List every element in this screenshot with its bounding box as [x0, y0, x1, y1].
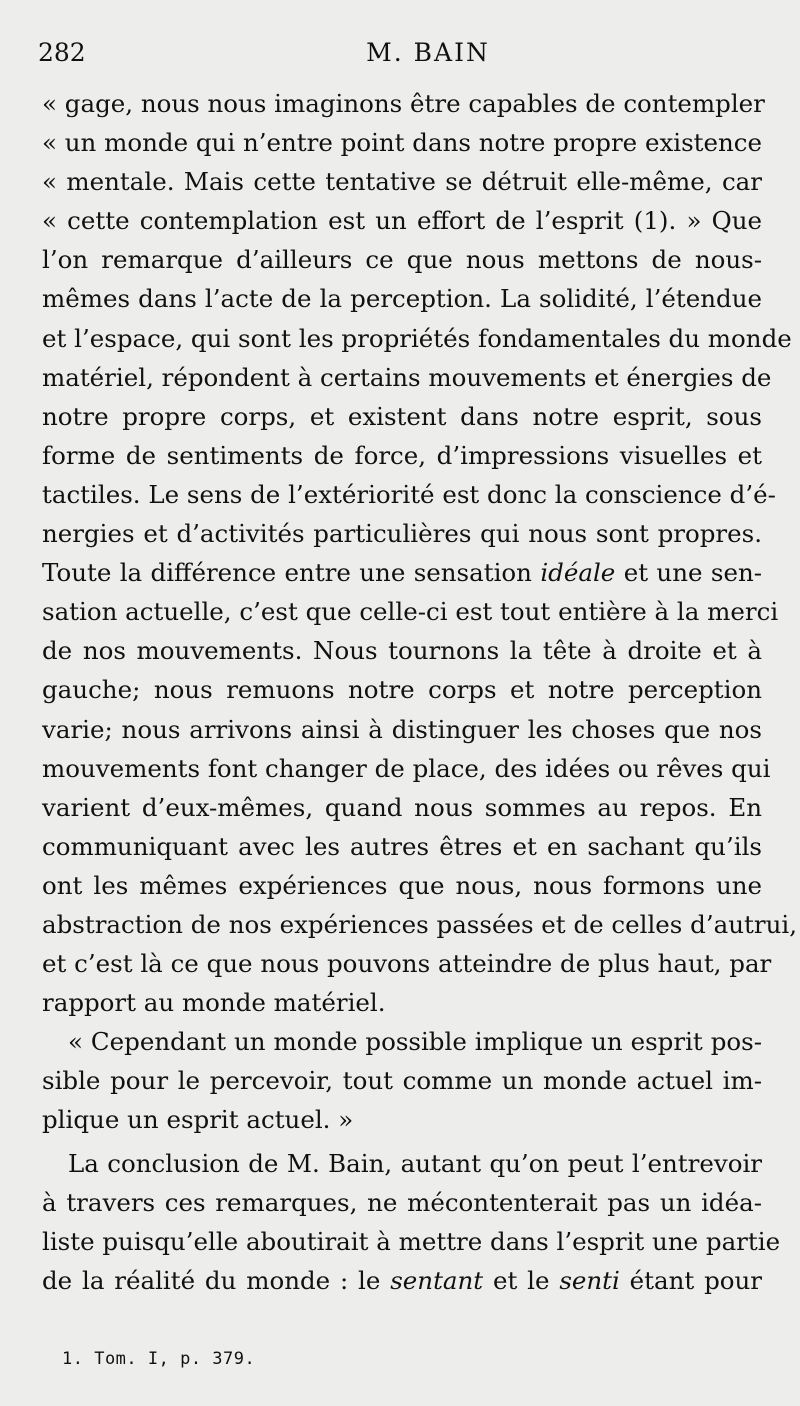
text-line: mouvements font changer de place, des idées ou rêves qui — [42, 753, 771, 783]
italic-word: sentant — [390, 1265, 484, 1295]
text-line: et l’espace, qui sont les propriétés fondamentales du monde — [42, 323, 792, 353]
text-line: « un monde qui n’entre point dans notre propre existence — [42, 128, 763, 158]
text-line: forme de sentiments de force, d’impressions visuelles et — [42, 440, 762, 470]
text-line: plique un esprit actuel. » — [42, 1105, 354, 1135]
text-line: mêmes dans l’acte de la perception. La solidité, l’étendue — [42, 284, 762, 314]
page-number: 282 — [38, 38, 86, 67]
text-line: « Cependant un monde possible implique un esprit pos- — [68, 1027, 762, 1057]
running-head: M. BAIN — [366, 38, 490, 67]
text-segment: étant pour — [619, 1265, 763, 1295]
text-segment: et une sen- — [615, 558, 762, 588]
page-header — [38, 38, 762, 70]
text-line: sible pour le percevoir, tout comme un monde actuel im- — [42, 1066, 762, 1096]
text-line: ont les mêmes expériences que nous, nous formons une — [42, 870, 762, 900]
text-segment: et le — [483, 1265, 560, 1295]
text-line: de nos mouvements. Nous tournons la tête à droite et à — [42, 636, 762, 666]
text-line: abstraction de nos expériences passées et de celles d’autrui, — [42, 909, 797, 939]
text-line: matériel, répondent à certains mouvements et énergies de — [42, 362, 772, 392]
text-line: communiquant avec les autres êtres et en sachant qu’ils — [42, 831, 762, 861]
text-line: sation actuelle, c’est que celle-ci est tout entière à la merci — [42, 597, 779, 627]
italic-word: idéale — [540, 558, 616, 588]
text-line: gauche; nous remuons notre corps et notre perception — [42, 675, 762, 705]
text-line: notre propre corps, et existent dans notre esprit, sous — [42, 401, 762, 431]
text-line: à travers ces remarques, ne mécontenterait pas un idéa- — [42, 1187, 762, 1217]
text-line: l’on remarque d’ailleurs ce que nous mettons de nous- — [42, 245, 762, 275]
text-line: nergies et d’activités particulières qui nous sont propres. — [42, 519, 762, 549]
text-line: rapport au monde matériel. — [42, 988, 386, 1018]
text-line-with-italic — [42, 1261, 762, 1300]
text-line: La conclusion de M. Bain, autant qu’on peut l’entrevoir — [68, 1148, 762, 1178]
text-line: varie; nous arrivons ainsi à distinguer les choses que nos — [42, 714, 762, 744]
text-line: « gage, nous nous imaginons être capables de contempler — [42, 89, 765, 118]
text-line: varient d’eux-mêmes, quand nous sommes au repos. En — [42, 792, 762, 822]
text-line: « mentale. Mais cette tentative se détruit elle-même, car — [42, 167, 762, 197]
text-line: tactiles. Le sens de l’extériorité est donc la conscience d’é- — [42, 479, 776, 509]
text-segment: Toute la différence entre une sensation — [42, 558, 541, 588]
text-line: et c’est là ce que nous pouvons atteindre de plus haut, par — [42, 949, 772, 979]
body-text — [42, 84, 797, 1300]
italic-word: senti — [559, 1265, 620, 1295]
text-line-with-italic — [42, 553, 762, 592]
text-line: liste puisqu’elle aboutirait à mettre dans l’esprit une partie — [42, 1226, 781, 1256]
text-line: « cette contemplation est un effort de l’esprit (1). » Que — [42, 206, 762, 236]
footnote: 1. Tom. I, p. 379. — [62, 1349, 256, 1369]
text-segment: de la réalité du monde : le — [42, 1265, 391, 1295]
